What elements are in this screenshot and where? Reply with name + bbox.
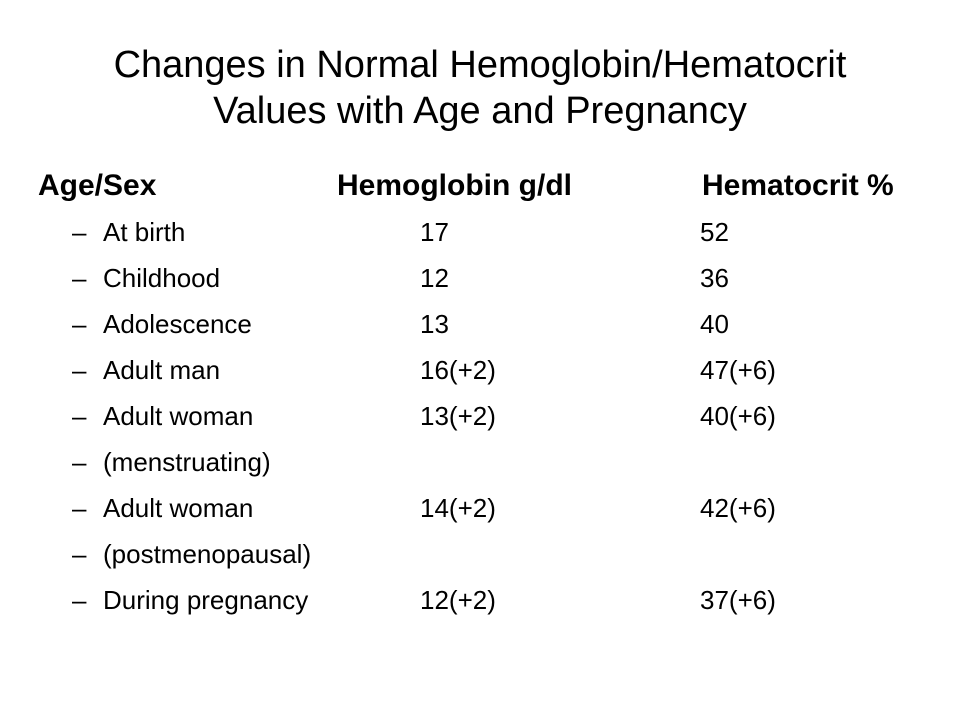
row-label: Adult man bbox=[103, 355, 221, 385]
hematocrit-value: 40 bbox=[700, 309, 729, 339]
bullet-dash: – bbox=[72, 263, 87, 293]
table-row bbox=[0, 209, 960, 255]
row-label: Childhood bbox=[103, 263, 221, 293]
bullet-dash: – bbox=[72, 217, 87, 247]
table-row bbox=[0, 485, 960, 531]
slide-title bbox=[0, 42, 960, 134]
hematocrit-value: 47(+6) bbox=[700, 355, 776, 385]
row-label: (menstruating) bbox=[103, 447, 271, 477]
hemoglobin-value: 17 bbox=[420, 217, 449, 247]
bullet-dash: – bbox=[72, 309, 87, 339]
table-row bbox=[0, 439, 960, 485]
table-row bbox=[0, 347, 960, 393]
hemoglobin-value: 12 bbox=[420, 263, 449, 293]
table-body bbox=[0, 209, 960, 623]
bullet-dash: – bbox=[72, 355, 87, 385]
hematocrit-value: 36 bbox=[700, 263, 729, 293]
row-label: During pregnancy bbox=[103, 585, 309, 615]
hemoglobin-value: 16(+2) bbox=[420, 355, 496, 385]
table-row bbox=[0, 531, 960, 577]
bullet-dash: – bbox=[72, 539, 87, 569]
bullet-dash: – bbox=[72, 585, 87, 615]
header-hematocrit: Hematocrit % bbox=[702, 169, 894, 202]
bullet-dash: – bbox=[72, 401, 87, 431]
table-row bbox=[0, 393, 960, 439]
hemoglobin-value: 12(+2) bbox=[420, 585, 496, 615]
hematocrit-value: 42(+6) bbox=[700, 493, 776, 523]
slide-title-line-1: Changes in Normal Hemoglobin/Hematocrit bbox=[113, 44, 847, 86]
hemoglobin-value: 13(+2) bbox=[420, 401, 496, 431]
row-label: (postmenopausal) bbox=[103, 539, 312, 569]
table-row bbox=[0, 301, 960, 347]
table-row bbox=[0, 577, 960, 623]
bullet-dash: – bbox=[72, 493, 87, 523]
row-label: Adult woman bbox=[103, 493, 254, 523]
bullet-dash: – bbox=[72, 447, 87, 477]
slide-title-line-2: Values with Age and Pregnancy bbox=[213, 90, 747, 132]
hemoglobin-value: 14(+2) bbox=[420, 493, 496, 523]
hemoglobin-value: 13 bbox=[420, 309, 449, 339]
hematocrit-value: 52 bbox=[700, 217, 729, 247]
row-label: At birth bbox=[103, 217, 186, 247]
row-label: Adult woman bbox=[103, 401, 254, 431]
hematocrit-value: 40(+6) bbox=[700, 401, 776, 431]
hematocrit-value: 37(+6) bbox=[700, 585, 776, 615]
header-age-sex: Age/Sex bbox=[38, 169, 157, 202]
table-header bbox=[0, 164, 960, 208]
row-label: Adolescence bbox=[103, 309, 252, 339]
table-row bbox=[0, 255, 960, 301]
header-hemoglobin: Hemoglobin g/dl bbox=[337, 169, 572, 202]
